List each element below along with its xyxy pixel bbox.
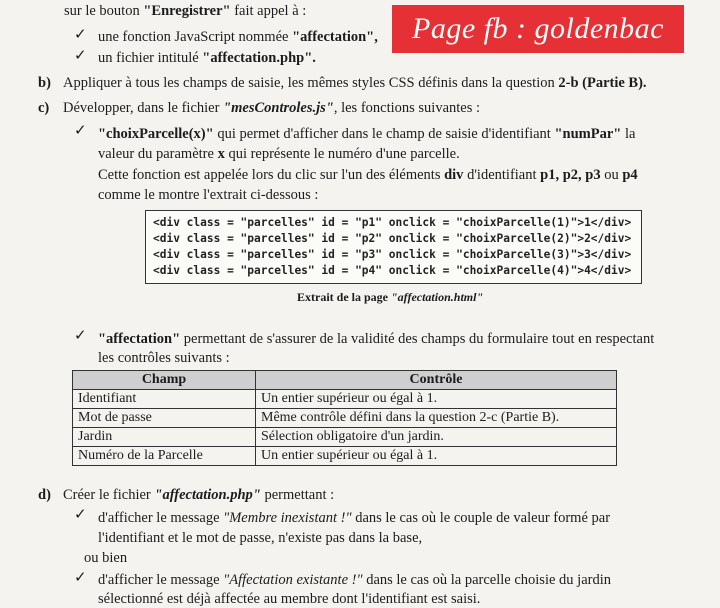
- check-icon: ✓: [74, 507, 87, 523]
- item-bold: "affectation.php".: [202, 50, 316, 66]
- choix-line-4: comme le montre l'extrait ci-dessous :: [98, 187, 319, 203]
- section-d-end: permettant :: [260, 487, 335, 503]
- section-b-text: [63, 74, 647, 92]
- header-controle: Contrôle: [256, 371, 617, 390]
- check-icon: ✓: [74, 123, 87, 139]
- intro-line: [64, 2, 306, 20]
- section-d-body: Créer le fichier: [63, 487, 155, 503]
- code-line: <div class = "parcelles" id = "p2" onclick = "choixParcelle(2)">2</div>: [153, 232, 632, 245]
- code-caption: [297, 290, 483, 304]
- table-row: [73, 390, 617, 409]
- affect-line-2: les contrôles suivants :: [98, 350, 230, 366]
- msg1-line-2: l'identifiant et le mot de passe, n'existe pas dans la base,: [98, 530, 423, 546]
- header-champ: Champ: [73, 371, 256, 390]
- msg1-text: d'afficher le message: [98, 510, 224, 526]
- section-b-ref: 2-b (Partie B).: [558, 75, 647, 91]
- choix-desc-end: la: [621, 126, 636, 142]
- caption-text: Extrait de la page: [297, 290, 391, 304]
- cell-controle: Un entier supérieur ou égal à 1.: [256, 390, 617, 409]
- item-text: un fichier intitulé: [98, 50, 203, 66]
- choix-text: d'identifiant: [463, 167, 541, 183]
- section-c-file: "mesControles.js": [223, 100, 334, 116]
- table-row: [73, 409, 617, 428]
- choix-line-1: [98, 125, 635, 143]
- ou-bien: ou bien: [84, 550, 128, 566]
- cell-controle: Même contrôle défini dans la question 2-c (Partie B).: [256, 409, 617, 428]
- item-bold: "affectation",: [292, 29, 378, 45]
- cell-champ: Numéro de la Parcelle: [73, 447, 256, 466]
- affect-line-1: [98, 330, 654, 348]
- msg2-text-end: dans le cas où la parcelle choisie du jardin: [362, 572, 611, 588]
- msg2-quote: "Affectation existante !": [223, 572, 363, 588]
- msg1-line-1: [98, 509, 610, 527]
- section-b-letter: b): [38, 75, 51, 91]
- section-c-body: Développer, dans le fichier: [63, 100, 224, 116]
- watermark-banner: Page fb : goldenbac: [392, 5, 684, 53]
- cell-champ: Jardin: [73, 428, 256, 447]
- choix-line-2: [98, 145, 460, 163]
- item-text: une fonction JavaScript nommée: [98, 29, 293, 45]
- section-b-body: Appliquer à tous les champs de saisie, les mêmes styles CSS définis dans la question: [63, 75, 559, 91]
- choix-text-end: qui représente le numéro d'une parcelle.: [224, 146, 460, 162]
- choix-desc: qui permet d'afficher dans le champ de saisie d'identifiant: [213, 126, 555, 142]
- check-icon: ✓: [74, 27, 87, 43]
- choix-text: valeur du paramètre: [98, 146, 218, 162]
- msg1-text-end: dans le cas où le couple de valeur formé par: [351, 510, 611, 526]
- cell-controle: Un entier supérieur ou égal à 1.: [256, 447, 617, 466]
- section-c-letter: c): [38, 100, 50, 116]
- table-header-row: [73, 371, 617, 390]
- item-js-function: [98, 28, 378, 46]
- choix-field-id: "numPar": [554, 126, 622, 142]
- check-icon: ✓: [74, 570, 87, 586]
- item-php-file: [98, 49, 316, 67]
- section-d-text: [63, 486, 334, 504]
- msg1-quote: "Membre inexistant !": [223, 510, 352, 526]
- code-extract-box: [145, 210, 642, 284]
- msg2-text: d'afficher le message: [98, 572, 224, 588]
- choix-param: x: [217, 146, 225, 162]
- caption-file: "affectation.html": [391, 290, 484, 304]
- affect-fn-name: "affectation": [98, 331, 181, 347]
- code-line: <div class = "parcelles" id = "p3" onclick = "choixParcelle(3)">3</div>: [153, 248, 632, 261]
- section-c-end: , les fonctions suivantes :: [333, 100, 481, 116]
- section-d-file: "affectation.php": [154, 487, 261, 503]
- choix-line-3: [98, 166, 638, 184]
- intro-text-end: fait appel à :: [230, 3, 307, 19]
- check-icon: ✓: [74, 328, 87, 344]
- msg2-line-1: [98, 571, 611, 589]
- choix-text: ou: [600, 167, 623, 183]
- section-d-letter: d): [38, 487, 51, 503]
- intro-bold: "Enregistrer": [143, 3, 231, 19]
- choix-id-p4: p4: [622, 167, 638, 183]
- choix-div: div: [444, 167, 464, 183]
- cell-champ: Identifiant: [73, 390, 256, 409]
- cell-controle: Sélection obligatoire d'un jardin.: [256, 428, 617, 447]
- choix-ids: p1, p2, p3: [540, 167, 601, 183]
- cell-champ: Mot de passe: [73, 409, 256, 428]
- controls-table: [72, 370, 617, 466]
- table-row: [73, 447, 617, 466]
- code-line: <div class = "parcelles" id = "p1" onclick = "choixParcelle(1)">1</div>: [153, 216, 632, 229]
- section-c-text: [63, 99, 480, 117]
- intro-text: sur le bouton: [64, 3, 144, 19]
- choix-text: Cette fonction est appelée lors du clic sur l'un des éléments: [98, 167, 445, 183]
- choix-fn-name: "choixParcelle(x)": [98, 126, 214, 142]
- affect-desc: permettant de s'assurer de la validité des champs du formulaire tout en respectant: [180, 331, 655, 347]
- check-icon: ✓: [74, 48, 87, 64]
- table-row: [73, 428, 617, 447]
- code-line: <div class = "parcelles" id = "p4" onclick = "choixParcelle(4)">4</div>: [153, 264, 632, 277]
- msg2-line-2: sélectionné est déjà affectée au membre dont l'identifiant est saisi.: [98, 591, 481, 607]
